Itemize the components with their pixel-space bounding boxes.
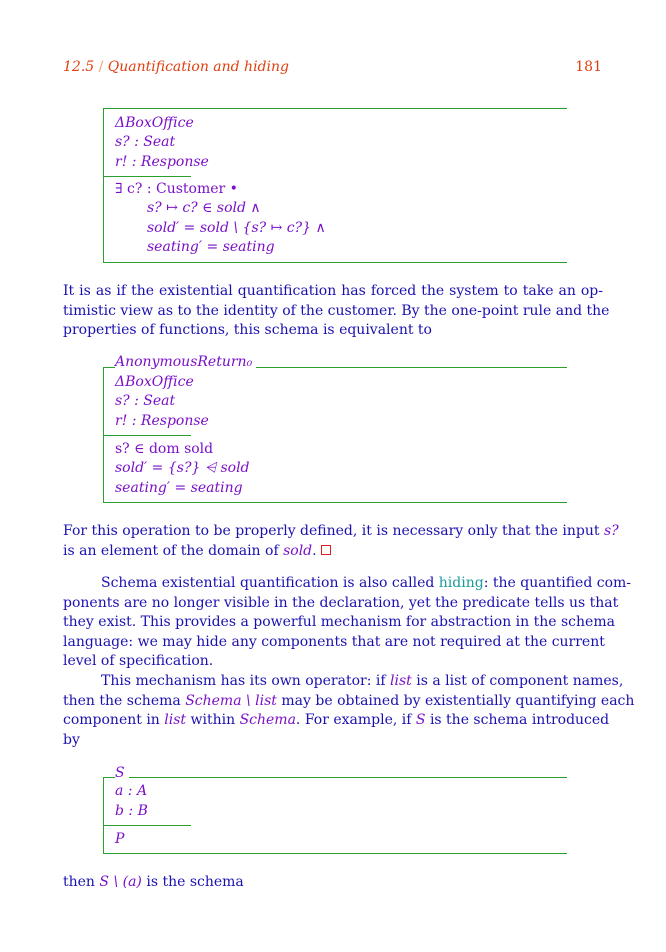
schema-decl-line: s? : Seat [115, 134, 176, 150]
paragraph [63, 574, 632, 672]
page-number: 181 [575, 59, 602, 75]
glossary-term: hiding [438, 575, 484, 591]
paragraph-line [63, 542, 603, 562]
paragraph-line: level of specification. [63, 653, 214, 669]
paragraph-line: they exist. This provides a powerful mechanism for abstraction in the schema [63, 614, 615, 630]
math-var: list [164, 712, 187, 728]
text-run: is an element of the domain of [63, 542, 279, 559]
text-run: is the schema introduced [429, 712, 610, 728]
text-run: . For example, if [295, 712, 412, 728]
paragraph [63, 282, 610, 341]
schema-decl-line: ΔBoxOffice [115, 115, 194, 131]
schema-divider [103, 176, 191, 177]
schema-decl-line: b : B [115, 803, 148, 819]
math-var: s? [603, 523, 619, 539]
schema-pred-line: P [115, 831, 125, 847]
text-run: is a list of component names, [416, 673, 624, 689]
schema-left-rule [103, 777, 104, 853]
schema-bottom-rule [103, 853, 567, 854]
math-var: Schema \ list [185, 692, 277, 709]
paragraph-line: language: we may hide any components that are not required at the current [63, 633, 605, 650]
paragraph-line [63, 672, 624, 692]
paragraph-line: properties of functions, this schema is equivalent to [63, 322, 432, 338]
math-var: S [415, 712, 426, 728]
schema-box-office-return [103, 108, 567, 264]
schema-bottom-rule [103, 502, 567, 503]
schema-pred-line: s? ↦ c? ∈ sold ∧ [147, 200, 261, 216]
schema-pred-line: seating′ = seating [115, 480, 243, 496]
paragraph-line [63, 711, 610, 731]
schema-decl-line: r! : Response [115, 413, 209, 429]
text-run: within [190, 712, 236, 728]
text-run: Schema existential quantification is also called [101, 575, 435, 591]
paragraph-line [63, 574, 632, 594]
schema-decl-line: r! : Response [115, 154, 209, 170]
schema-bottom-rule [103, 262, 567, 263]
schema-name: S [115, 765, 129, 781]
text-run: may be obtained by existentially quantifying each [281, 692, 635, 709]
schema-divider [103, 435, 191, 436]
paragraph [63, 873, 603, 893]
text-run: component in [63, 712, 160, 728]
schema-pred-line: sold′ = sold \ {s? ↦ c?} ∧ [147, 220, 326, 236]
schema-pred-line: sold′ = {s?} ⩤ sold [115, 460, 250, 476]
qed-box-icon [321, 545, 331, 555]
schema-decl-line: s? : Seat [115, 393, 176, 409]
text-run: then the schema [63, 692, 181, 709]
paragraph-line [63, 692, 635, 712]
math-var: Schema [239, 712, 296, 728]
schema-pred-line: s? ∈ dom sold [115, 441, 214, 457]
schema-divider [103, 825, 191, 826]
paragraph-line: by [63, 731, 80, 748]
section-number: 12.5 [63, 59, 95, 75]
schema-pred-line: ∃ c? : Customer • [115, 181, 238, 197]
math-var: S \ (a) [99, 874, 142, 890]
schema-name: AnonymousReturn₀ [115, 354, 256, 370]
paragraph-line [63, 522, 619, 542]
paragraph-line: ponents are no longer visible in the declaration, yet the predicate tells us that [63, 594, 619, 611]
text-run: : the quantified com- [483, 575, 632, 591]
running-header [63, 59, 289, 75]
math-var: sold [283, 542, 313, 559]
schema-decl-line: a : A [115, 783, 148, 799]
schema-pred-line: seating′ = seating [147, 239, 275, 255]
schema-anonymous-return [103, 354, 567, 504]
text-run: This mechanism has its own operator: if [101, 673, 386, 689]
schema-top-rule [103, 777, 567, 778]
text-run: For this operation to be properly defined, it is necessary only that the input [63, 523, 600, 539]
paragraph-line [63, 873, 603, 893]
paragraph [63, 672, 635, 750]
text-run: . [312, 542, 317, 559]
header-separator: / [98, 59, 104, 75]
schema-left-rule [103, 108, 104, 262]
text-run: is the schema [146, 874, 244, 890]
schema-s [103, 765, 567, 857]
section-title: Quantification and hiding [107, 59, 289, 75]
paragraph [63, 522, 619, 561]
math-var: list [390, 673, 412, 689]
paragraph-line: timistic view as to the identity of the customer. By the one-point rule and the [63, 302, 610, 319]
schema-decl-line: ΔBoxOffice [115, 374, 194, 390]
paragraph-line: It is as if the existential quantification has forced the system to take an op- [63, 283, 603, 299]
schema-top-rule [103, 108, 567, 109]
text-run: then [63, 874, 95, 890]
